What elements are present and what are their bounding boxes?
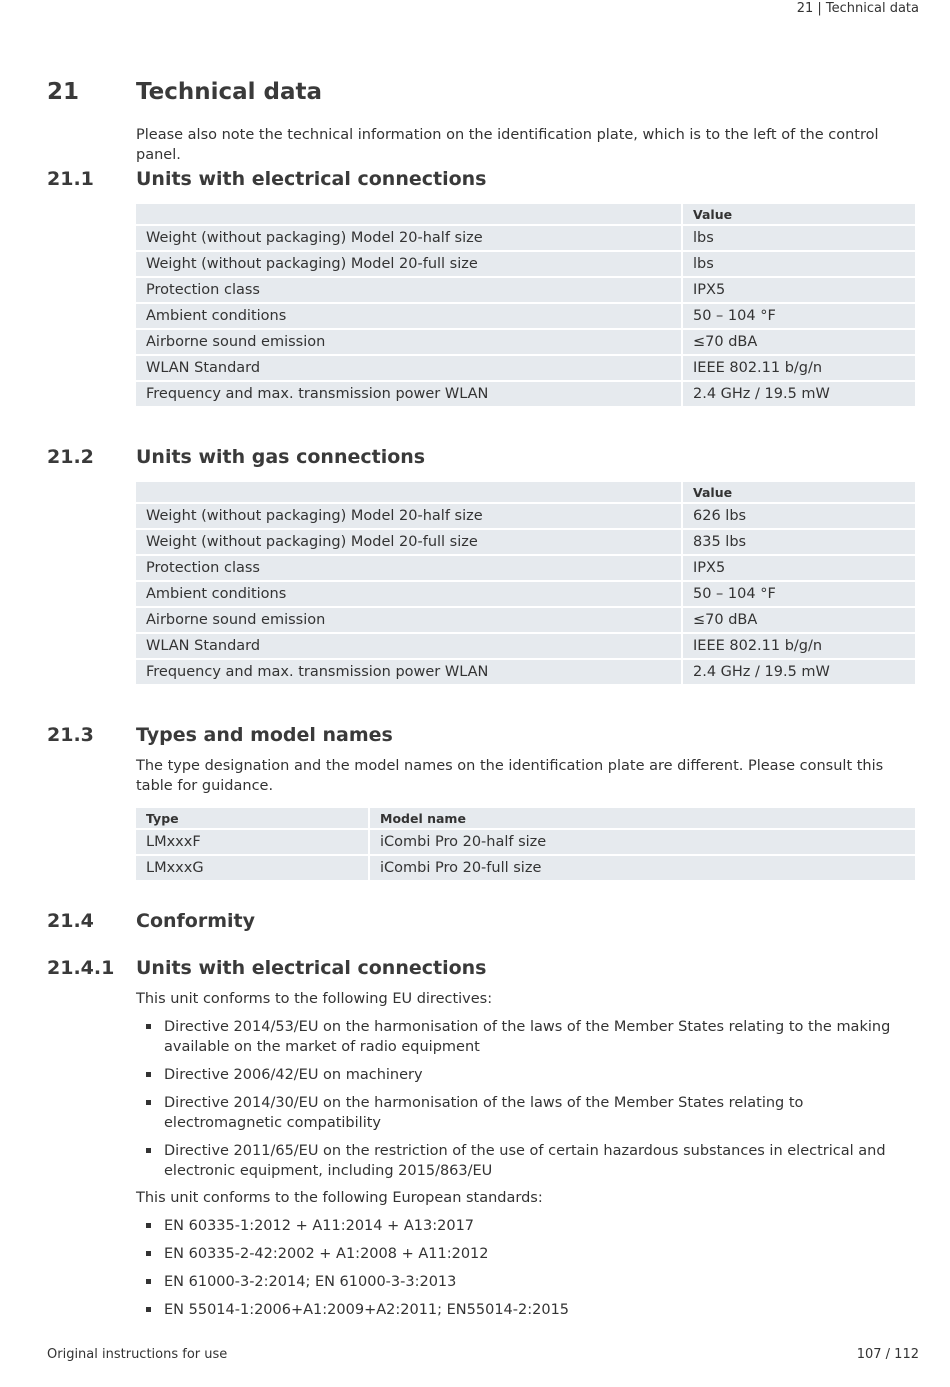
section-number: 21.4.1 (47, 957, 115, 979)
table-row (136, 278, 915, 302)
electrical-spec-table (134, 202, 917, 408)
section-number: 21 (47, 79, 80, 105)
directives-list (136, 1017, 916, 1189)
bullet-icon (146, 1024, 151, 1029)
table-cell: 835 lbs (683, 530, 915, 554)
list-item (136, 1065, 916, 1085)
types-table (134, 806, 917, 882)
table-cell: iCombi Pro 20-half size (370, 830, 915, 854)
standards-list (136, 1216, 916, 1328)
table-header-row (136, 482, 915, 502)
table-header-row (136, 808, 915, 828)
table-row (136, 830, 915, 854)
list-item (136, 1272, 916, 1292)
table-row (136, 556, 915, 580)
table-header-cell: Value (683, 204, 915, 224)
table-cell: WLAN Standard (136, 356, 681, 380)
standards-intro: This unit conforms to the following European standards: (136, 1190, 543, 1206)
table-cell: ≤70 dBA (683, 608, 915, 632)
bullet-icon (146, 1223, 151, 1228)
bullet-icon (146, 1251, 151, 1256)
section-title: Units with electrical connections (136, 957, 487, 979)
section-number: 21.1 (47, 168, 94, 190)
table-row (136, 660, 915, 684)
list-item (136, 1093, 916, 1133)
table-cell: iCombi Pro 20-full size (370, 856, 915, 880)
section-21-intro: Please also note the technical information on the identification plate, which is to the left of the control panel. (136, 127, 879, 163)
table-header-cell: Type (136, 808, 368, 828)
table-cell: 50 – 104 °F (683, 582, 915, 606)
table-cell: Ambient conditions (136, 582, 681, 606)
table-cell: IEEE 802.11 b/g/n (683, 356, 915, 380)
section-title: Units with electrical connections (136, 168, 487, 190)
bullet-icon (146, 1100, 151, 1105)
list-item-text: EN 61000-3-2:2014; EN 61000-3-3:2013 (164, 1274, 457, 1290)
table-cell: Weight (without packaging) Model 20-full size (136, 252, 681, 276)
table-row (136, 382, 915, 406)
table-cell: LMxxxF (136, 830, 368, 854)
table-header-cell (136, 204, 681, 224)
table-cell: Frequency and max. transmission power WLAN (136, 382, 681, 406)
table-row (136, 304, 915, 328)
list-item-text: EN 55014-1:2006+A1:2009+A2:2011; EN55014-2:2015 (164, 1302, 570, 1318)
table-row (136, 504, 915, 528)
section-number: 21.4 (47, 910, 94, 932)
table-cell: Frequency and max. transmission power WLAN (136, 660, 681, 684)
section-21-3-intro: The type designation and the model names on the identification plate are different. Please consult this table for guidance. (136, 758, 884, 794)
table-cell: 50 – 104 °F (683, 304, 915, 328)
list-item-text: Directive 2014/30/EU on the harmonisation of the laws of the Member States relating to electromagnetic compatibility (164, 1095, 804, 1131)
list-item (136, 1300, 916, 1320)
table-header-cell: Value (683, 482, 915, 502)
section-title: Conformity (136, 910, 255, 932)
table-row (136, 252, 915, 276)
table-row (136, 530, 915, 554)
table-row (136, 330, 915, 354)
section-title: Units with gas connections (136, 446, 426, 468)
list-item (136, 1244, 916, 1264)
table-cell: ≤70 dBA (683, 330, 915, 354)
footer-doc-title: Original instructions for use (47, 1347, 228, 1362)
directives-intro: This unit conforms to the following EU directives: (136, 991, 493, 1007)
gas-spec-table (134, 480, 917, 686)
table-cell: IEEE 802.11 b/g/n (683, 634, 915, 658)
table-cell: Weight (without packaging) Model 20-half size (136, 504, 681, 528)
table-cell: Airborne sound emission (136, 608, 681, 632)
list-item (136, 1141, 916, 1181)
table-cell: 2.4 GHz / 19.5 mW (683, 382, 915, 406)
list-item-text: Directive 2014/53/EU on the harmonisation of the laws of the Member States relating to the making available on the market of radio equipment (164, 1019, 891, 1055)
table-header-cell: Model name (370, 808, 915, 828)
table-row (136, 856, 915, 880)
table-cell: 2.4 GHz / 19.5 mW (683, 660, 915, 684)
list-item-text: EN 60335-1:2012 + A11:2014 + A13:2017 (164, 1218, 475, 1234)
table-cell: Ambient conditions (136, 304, 681, 328)
table-row (136, 356, 915, 380)
table-row (136, 608, 915, 632)
table-row (136, 634, 915, 658)
table-cell: IPX5 (683, 278, 915, 302)
table-cell: LMxxxG (136, 856, 368, 880)
list-item (136, 1017, 916, 1057)
table-cell: lbs (683, 226, 915, 250)
section-title: Types and model names (136, 724, 393, 746)
section-number: 21.2 (47, 446, 94, 468)
table-cell: Airborne sound emission (136, 330, 681, 354)
table-cell: Protection class (136, 556, 681, 580)
bullet-icon (146, 1072, 151, 1077)
list-item-text: EN 60335-2-42:2002 + A1:2008 + A11:2012 (164, 1246, 489, 1262)
table-header-cell (136, 482, 681, 502)
table-header-row (136, 204, 915, 224)
bullet-icon (146, 1279, 151, 1284)
table-cell: 626 lbs (683, 504, 915, 528)
running-header: 21 | Technical data (796, 1, 919, 16)
list-item-text: Directive 2006/42/EU on machinery (164, 1067, 423, 1083)
table-row (136, 226, 915, 250)
list-item-text: Directive 2011/65/EU on the restriction of the use of certain hazardous substances in electrical and electronic equipment, including 2015/863/EU (164, 1143, 886, 1179)
section-title: Technical data (136, 79, 323, 105)
bullet-icon (146, 1307, 151, 1312)
table-cell: Weight (without packaging) Model 20-half size (136, 226, 681, 250)
table-cell: Weight (without packaging) Model 20-full size (136, 530, 681, 554)
table-row (136, 582, 915, 606)
page-number: 107 / 112 (856, 1347, 919, 1362)
list-item (136, 1216, 916, 1236)
table-cell: lbs (683, 252, 915, 276)
bullet-icon (146, 1148, 151, 1153)
table-cell: IPX5 (683, 556, 915, 580)
table-cell: Protection class (136, 278, 681, 302)
table-cell: WLAN Standard (136, 634, 681, 658)
section-number: 21.3 (47, 724, 94, 746)
